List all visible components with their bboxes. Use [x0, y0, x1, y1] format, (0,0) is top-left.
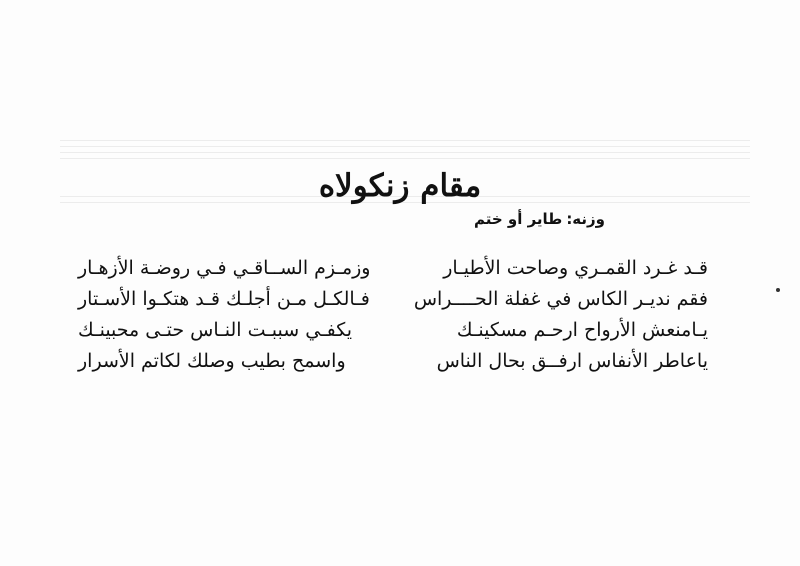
rhythm-label: وزنه:: [566, 210, 605, 228]
first-hemistich: ياعاطر الأنفاس ارفــق بحال الناس: [436, 349, 708, 372]
rhythm-value: طاير أو ختم: [473, 210, 563, 228]
bleed-through-line: [60, 152, 750, 153]
second-hemistich: وزمـزم الســاقـي فـي روضـة الأزهـار: [78, 256, 371, 279]
second-hemistich: فـالكـل مـن أجلـك قـد هتكـوا الأسـتار: [78, 287, 370, 310]
first-hemistich: فقم نديـر الكاس في غفلة الحــــراس: [413, 287, 708, 310]
first-hemistich: قـد غـرد القمـري وصاحت الأطيـار: [443, 256, 708, 279]
second-hemistich: يكفـي سببـت النـاس حتـى محبينـك: [78, 318, 353, 341]
couplet: [78, 314, 708, 345]
stray-ink-dot: [776, 288, 780, 292]
bleed-through-line: [60, 140, 750, 141]
rhythm-line: [474, 210, 605, 228]
couplet: [78, 252, 708, 283]
bleed-through-line: [60, 146, 750, 147]
couplet: [78, 283, 708, 314]
page-title: مقام زنكولاه: [318, 168, 482, 204]
verses-block: [78, 252, 708, 376]
first-hemistich: يـامنعش الأرواح ارحـم مسكينـك: [456, 318, 708, 341]
bleed-through-line: [60, 158, 750, 159]
second-hemistich: واسمح بطيب وصلك لكاتم الأسرار: [78, 349, 346, 372]
couplet: [78, 345, 708, 376]
